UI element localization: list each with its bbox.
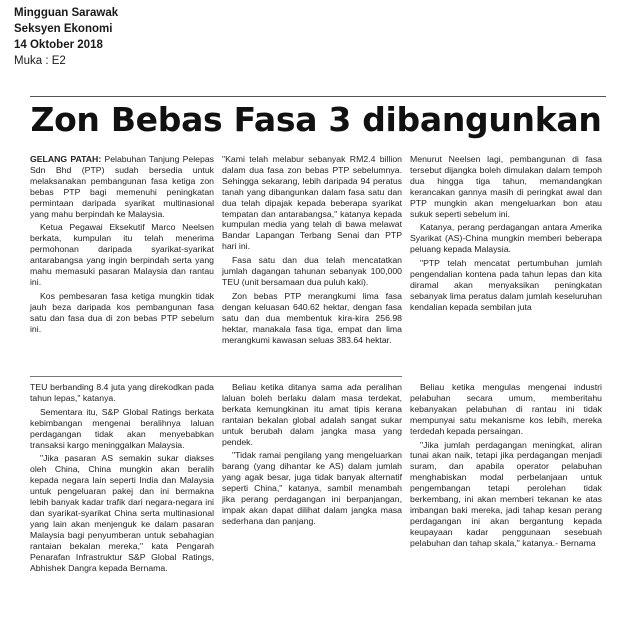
paragraph: "Jika jumlah perdagangan meningkat, aliran tunai akan naik, tetapi jika perdagangan menjadi suram, dan apabila operator pelabuhan menghabiskan modal perbelanjaan untuk pengembangan tetapi perolehan tidak berkembang, ini akan memberi tekanan ke atas imbangan baki mereka, jadi tahap kesan perang perdagangan ini akan bergantung kepada keupayaan kadar penggunaan sesebuah pelabuhan dan tahap skala," katanya.- Bernama [410, 439, 602, 548]
article-column-1-top [30, 154, 214, 338]
paragraph: Menurut Neelsen lagi, pembangunan di fasa tersebut dijangka boleh dimulakan dalam tempoh dua hingga tiga tahun, memandangkan kerancakan gannya masih di peringkat awal dan PTP mungkin akan mengeluarkan bon atau sukuk seperti sebelum ini. [410, 154, 602, 219]
article-column-1-bottom [30, 382, 214, 576]
paragraph: "Tidak ramai pengilang yang mengeluarkan barang (yang dihantar ke AS) dalam jumlah yang agak besar, juga tidak banyak alternatif seperti China," katanya, sambil menambah jika perang perdagangan ini berpanjangan, impak akan dapat dilihat dalam jangka masa sederhana dan panjang. [222, 450, 402, 526]
article-column-3-bottom [410, 382, 602, 552]
paragraph: "Kami telah melabur sebanyak RM2.4 billion dalam dua fasa zon bebas PTP sebelumnya. Sehingga sekarang, lebih daripada 94 peratus tanah yang dibangunkan dalam fasa satu dan dua telah dipajak kepada beberapa syarikat tempatan dan antarabangsa," katanya kepada kumpulan media yang telah di bawa melawat Bandar Lapangan Terbang Senai dan PTP hari ini. [222, 154, 402, 252]
paragraph: Katanya, perang perdagangan antara Amerika Syarikat (AS)-China mungkin memberi beberapa peluang kepada Malaysia. [410, 222, 602, 255]
paragraph: "Jika pasaran AS semakin sukar diakses oleh China, China mungkin akan beralih kepada negara lain seperti India dan Malaysia untuk pengeluaran pakej dan ini bermakna lebih banyak kadar trafik dari negara-negara ini dan syarikat-syarikat China serta multinasional yang lain akan menjenguk ke dalam pasaran Malaysia bagi penyumberan untuk sebahagian rantaian bekalan mereka," kata Pengarah Penarafan Infrastruktur S&P Global Ratings, Abhishek Dangra kepada Bernama. [30, 453, 214, 573]
paragraph: TEU berbanding 8.4 juta yang direkodkan pada tahun lepas," katanya. [30, 382, 214, 403]
paragraph: Kos pembesaran fasa ketiga mungkin tidak jauh beza daripada kos pembangunan fasa satu dan fasa dua di zon bebas PTP sebelum ini. [30, 290, 214, 334]
top-divider [30, 96, 606, 97]
paragraph: Zon bebas PTP merangkumi lima fasa dengan keluasan 640.62 hektar, dengan fasa satu dan dua membentuk kira-kira 256.98 hektar, manakala fasa tiga, empat dan lima merangkumi kawasan seluas 383.64 hektar. [222, 290, 402, 345]
article-column-2-bottom [222, 382, 402, 530]
section-name: Seksyen Ekonomi [14, 23, 113, 35]
paragraph [30, 154, 214, 219]
paragraph: Sementara itu, S&P Global Ratings berkata kebimbangan mengenai beralihnya laluan perdagangan tidak akan menyebabkan transaksi kargo meninggalkan Malaysia. [30, 406, 214, 450]
paragraph: Beliau ketika mengulas mengenai industri pelabuhan secara umum, memberitahu kebanyakan pelabuhan di rantau ini tidak mempunyai satu mekanisme kos lebih, mereka terdedah kepada persaingan. [410, 382, 602, 436]
paragraph: Ketua Pegawai Eksekutif Marco Neelsen berkata, kumpulan itu telah menerima permohonan daripada syarikat-syarikat antarabangsa yang ingin berpindah serta yang mahu memasuki pasaran Malaysia dan rantau ini. [30, 222, 214, 287]
article-column-3-top [410, 154, 602, 316]
article-clipping [26, 96, 606, 616]
article-column-2-top [222, 154, 402, 348]
clipping-meta [14, 5, 118, 69]
paragraph-text: Pelabuhan Tanjung Pelepas Sdn Bhd (PTP) sudah bersedia untuk melaksanakan pembangunan fasa ketiga zon bebas PTP bagi memenuhi peningkatan permintaan daripada syarikat multinasional yang mahu berpindah ke Malaysia. [30, 154, 214, 219]
dateline: GELANG PATAH: [30, 154, 102, 164]
publication-name: Mingguan Sarawak [14, 7, 119, 19]
publication-date: 14 Oktober 2018 [14, 39, 103, 51]
article-headline: Zon Bebas Fasa 3 dibangunkan [30, 100, 602, 139]
paragraph: "PTP telah mencatat pertumbuhan jumlah pengendalian kontena pada tahun lepas dan kita diramal akan menyaksikan peningkatan sebanyak lima peratus dalam jumlah keseluruhan kendalian kepada sembilan juta [410, 258, 602, 312]
section-divider [30, 376, 402, 377]
paragraph: Beliau ketika ditanya sama ada peralihan laluan boleh berlaku dalam masa terdekat, berkata kemungkinan itu amat tipis kerana rantaian bekalan global adalah sangat sukar untuk berubah dalam jangka masa yang pendek. [222, 382, 402, 447]
page-number: Muka : E2 [14, 55, 66, 67]
paragraph: Fasa satu dan dua telah mencatatkan jumlah dagangan tahunan sebanyak 100,000 TEU (unit bersamaan dua puluh kaki). [222, 255, 402, 287]
